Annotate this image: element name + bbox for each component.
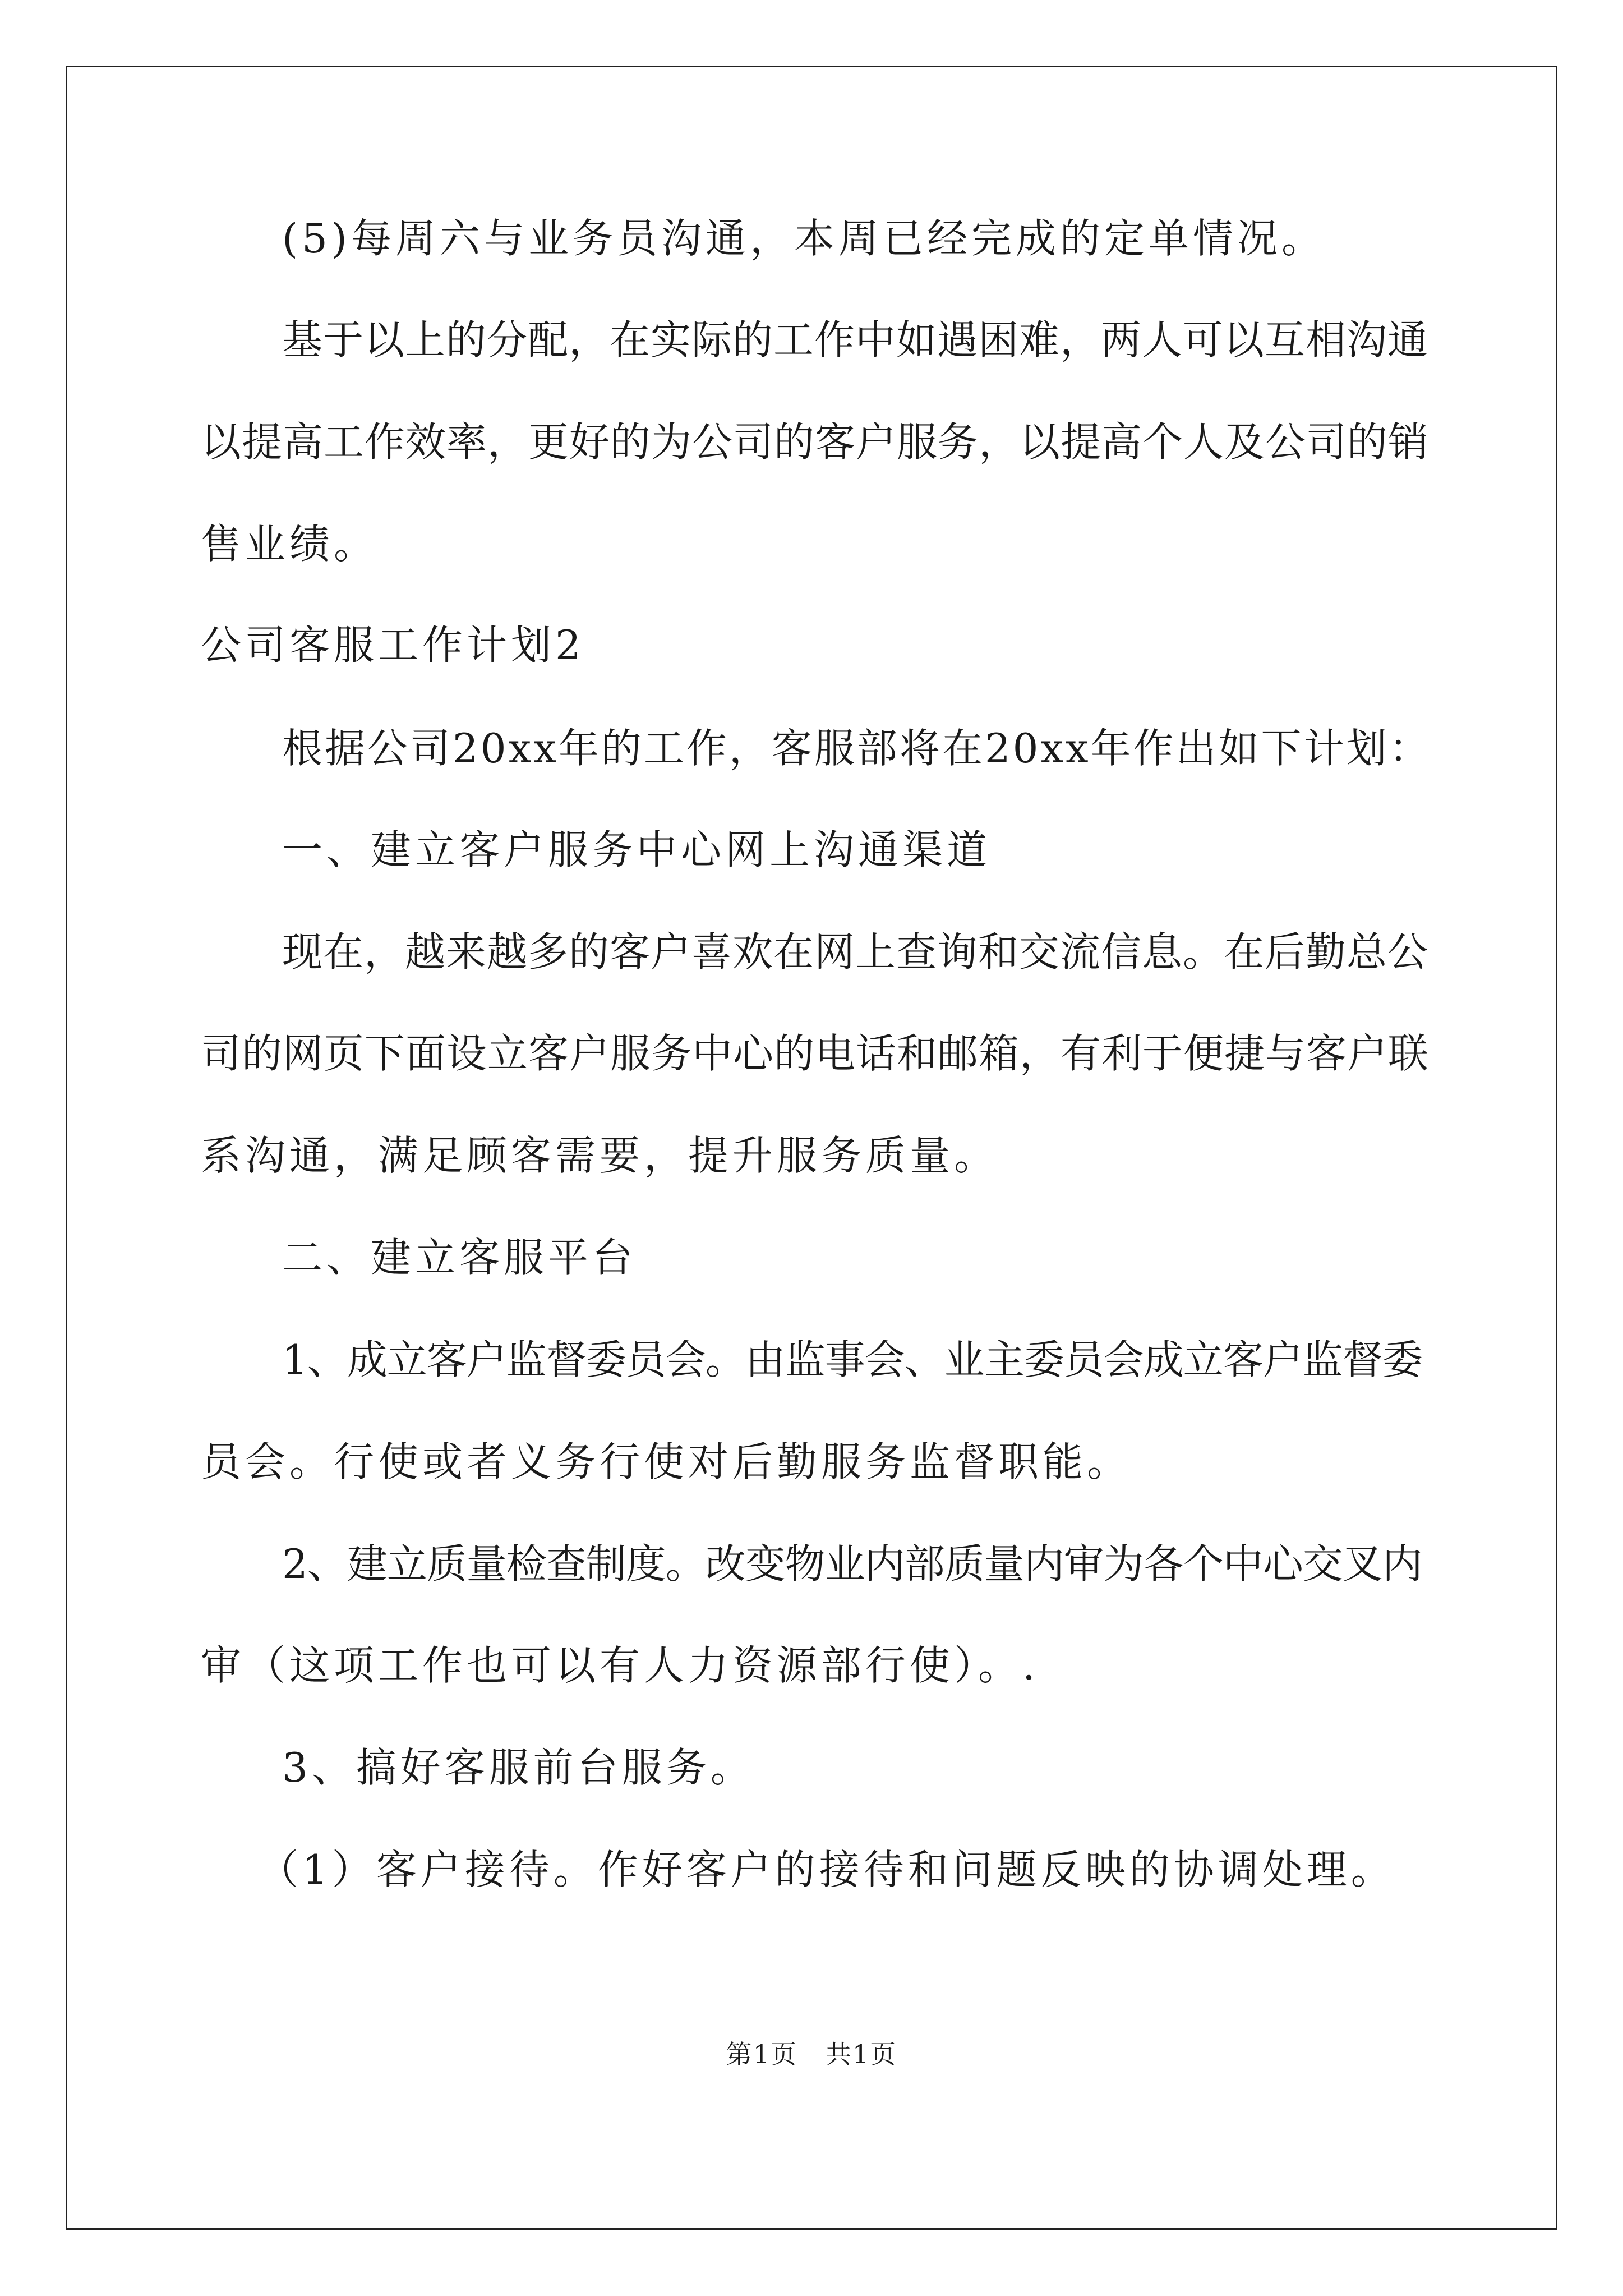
- paragraph-line: 审（这项工作也可以有人力资源部行使）。.: [201, 1642, 1039, 1689]
- paragraph-line: (5)每周六与业务员沟通，本周已经完成的定单情况。: [282, 215, 1326, 262]
- paragraph-line: （1）客户接待。作好客户的接待和问题反映的协调处理。: [258, 1846, 1395, 1893]
- page-footer: [0, 2037, 1623, 2071]
- page-number: 第1页: [726, 2039, 797, 2069]
- paragraph-line: 2、建立质量检查制度。改变物业内部质量内审为各个中心交叉内: [282, 1540, 1422, 1588]
- paragraph-line: 员会。行使或者义务行使对后勤服务监督职能。: [201, 1438, 1132, 1485]
- paragraph-line: 基于以上的分配，在实际的工作中如遇困难，两人可以互相沟通: [282, 316, 1429, 364]
- paragraph-line: 以提高工作效率，更好的为公司的客户服务，以提高个人及公司的销: [201, 418, 1430, 466]
- paragraph-line: 系沟通，满足顾客需要，提升服务质量。: [201, 1132, 999, 1179]
- section-heading: 公司客服工作计划2: [201, 622, 585, 669]
- paragraph-line: 现在，越来越多的客户喜欢在网上查询和交流信息。在后勤总公: [282, 928, 1429, 976]
- paragraph-line: 售业绩。: [201, 521, 379, 568]
- paragraph-line: 一、建立客户服务中心网上沟通渠道: [282, 826, 992, 873]
- paragraph-line: 3、搞好客服前台服务。: [282, 1744, 755, 1791]
- page-total: 共1页: [826, 2039, 897, 2069]
- paragraph-line: 根据公司20xx年的工作，客服部将在20xx年作出如下计划：: [282, 725, 1432, 772]
- paragraph-line: 1、成立客户监督委员会。由监事会、业主委员会成立客户监督委: [282, 1336, 1422, 1383]
- paragraph-line: 二、建立客服平台: [282, 1234, 637, 1281]
- paragraph-line: 司的网页下面设立客户服务中心的电话和邮箱，有利于便捷与客户联: [201, 1030, 1430, 1077]
